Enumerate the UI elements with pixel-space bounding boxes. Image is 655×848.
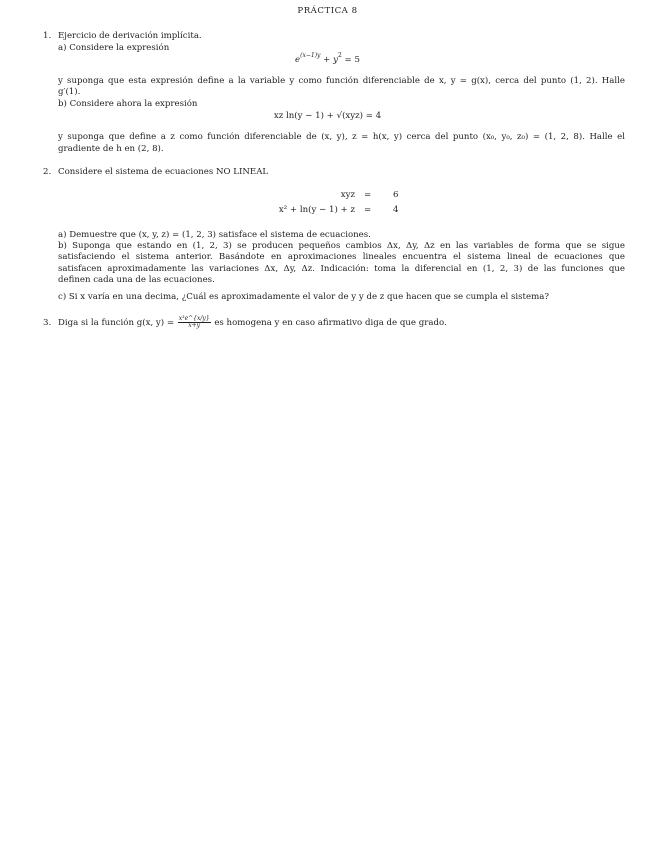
system-eq1-equals: = [364, 190, 372, 200]
problem-2b-text-line3: satisfacen aproximadamente las variaciones Δx, Δy, Δz. Indicación: toma la diferencial en (1, 2, 3) de las funciones que [58, 264, 625, 274]
problem-1-number: 1. [43, 31, 52, 41]
fraction-denominator: x+y [188, 322, 201, 329]
problem-1a-text-line1: y suponga que esta expresión define a la variable y como función diferenciable de x, y = g(x), cerca del punto (1, 2). Halle [58, 76, 625, 86]
page-title: PRÁCTICA 8 [297, 6, 358, 16]
problem-3-text-end: es homogena y en caso afirmativo diga de que grado. [214, 318, 447, 328]
problem-1b-intro: b) Considere ahora la expresión [58, 99, 198, 109]
problem-2-heading: Considere el sistema de ecuaciones NO LINEAL [58, 167, 269, 177]
system-eq2-lhs: x² + ln(y − 1) + z [278, 205, 355, 215]
problem-1b-text-line2: gradiente de h en (2, 8). [58, 144, 164, 154]
problem-2a-text: a) Demuestre que (x, y, z) = (1, 2, 3) satisface el sistema de ecuaciones. [58, 230, 371, 240]
problem-1a-text-line2: g′(1). [58, 87, 81, 97]
system-eq2-rhs: 4 [393, 205, 399, 215]
system-eq1-rhs: 6 [393, 190, 399, 200]
problem-3-text [58, 312, 447, 334]
problem-1b-text-line1: y suponga que define a z como función diferenciable de (x, y), z = h(x, y) cerca del punto (x₀, y₀, z₀) = (1, 2, 8). Halle el [58, 132, 625, 142]
problem-1a-equation: $e^{(x-1)y} + y^2 = 5$ [295, 52, 360, 65]
problem-3-text-start: Diga si la función g(x, y) = [58, 318, 175, 328]
problem-2b-text-line4: definen cada una de las ecuaciones. [58, 275, 215, 285]
problem-2b-text-line1: b) Suponga que estando en (1, 2, 3) se producen pequeños cambios Δx, Δy, Δz en las variables de forma que se sigue [58, 241, 625, 251]
fraction-numerator: x³e^{x/y} [178, 315, 210, 322]
problem-2c-text: c) Si x varía en una decima, ¿Cuál es aproximadamente el valor de y y de z que hacen que se cumpla el sistema? [58, 292, 549, 302]
problem-3-fraction [178, 316, 211, 329]
problem-3-number: 3. [43, 318, 52, 328]
problem-2b-text-line2: satisfaciendo el sistema anterior. Basándote en aproximaciones lineales encuentra el sistema lineal de ecuaciones que [58, 252, 625, 262]
problem-1a-intro: a) Considere la expresión [58, 43, 170, 53]
problem-2-number: 2. [43, 167, 52, 177]
problem-1b-equation: xz ln(y − 1) + √(xyz) = 4 [273, 111, 382, 121]
system-eq2-equals: = [364, 205, 372, 215]
problem-1-heading: Ejercicio de derivación implícita. [58, 31, 202, 41]
system-eq1-lhs: xyz [340, 190, 355, 200]
